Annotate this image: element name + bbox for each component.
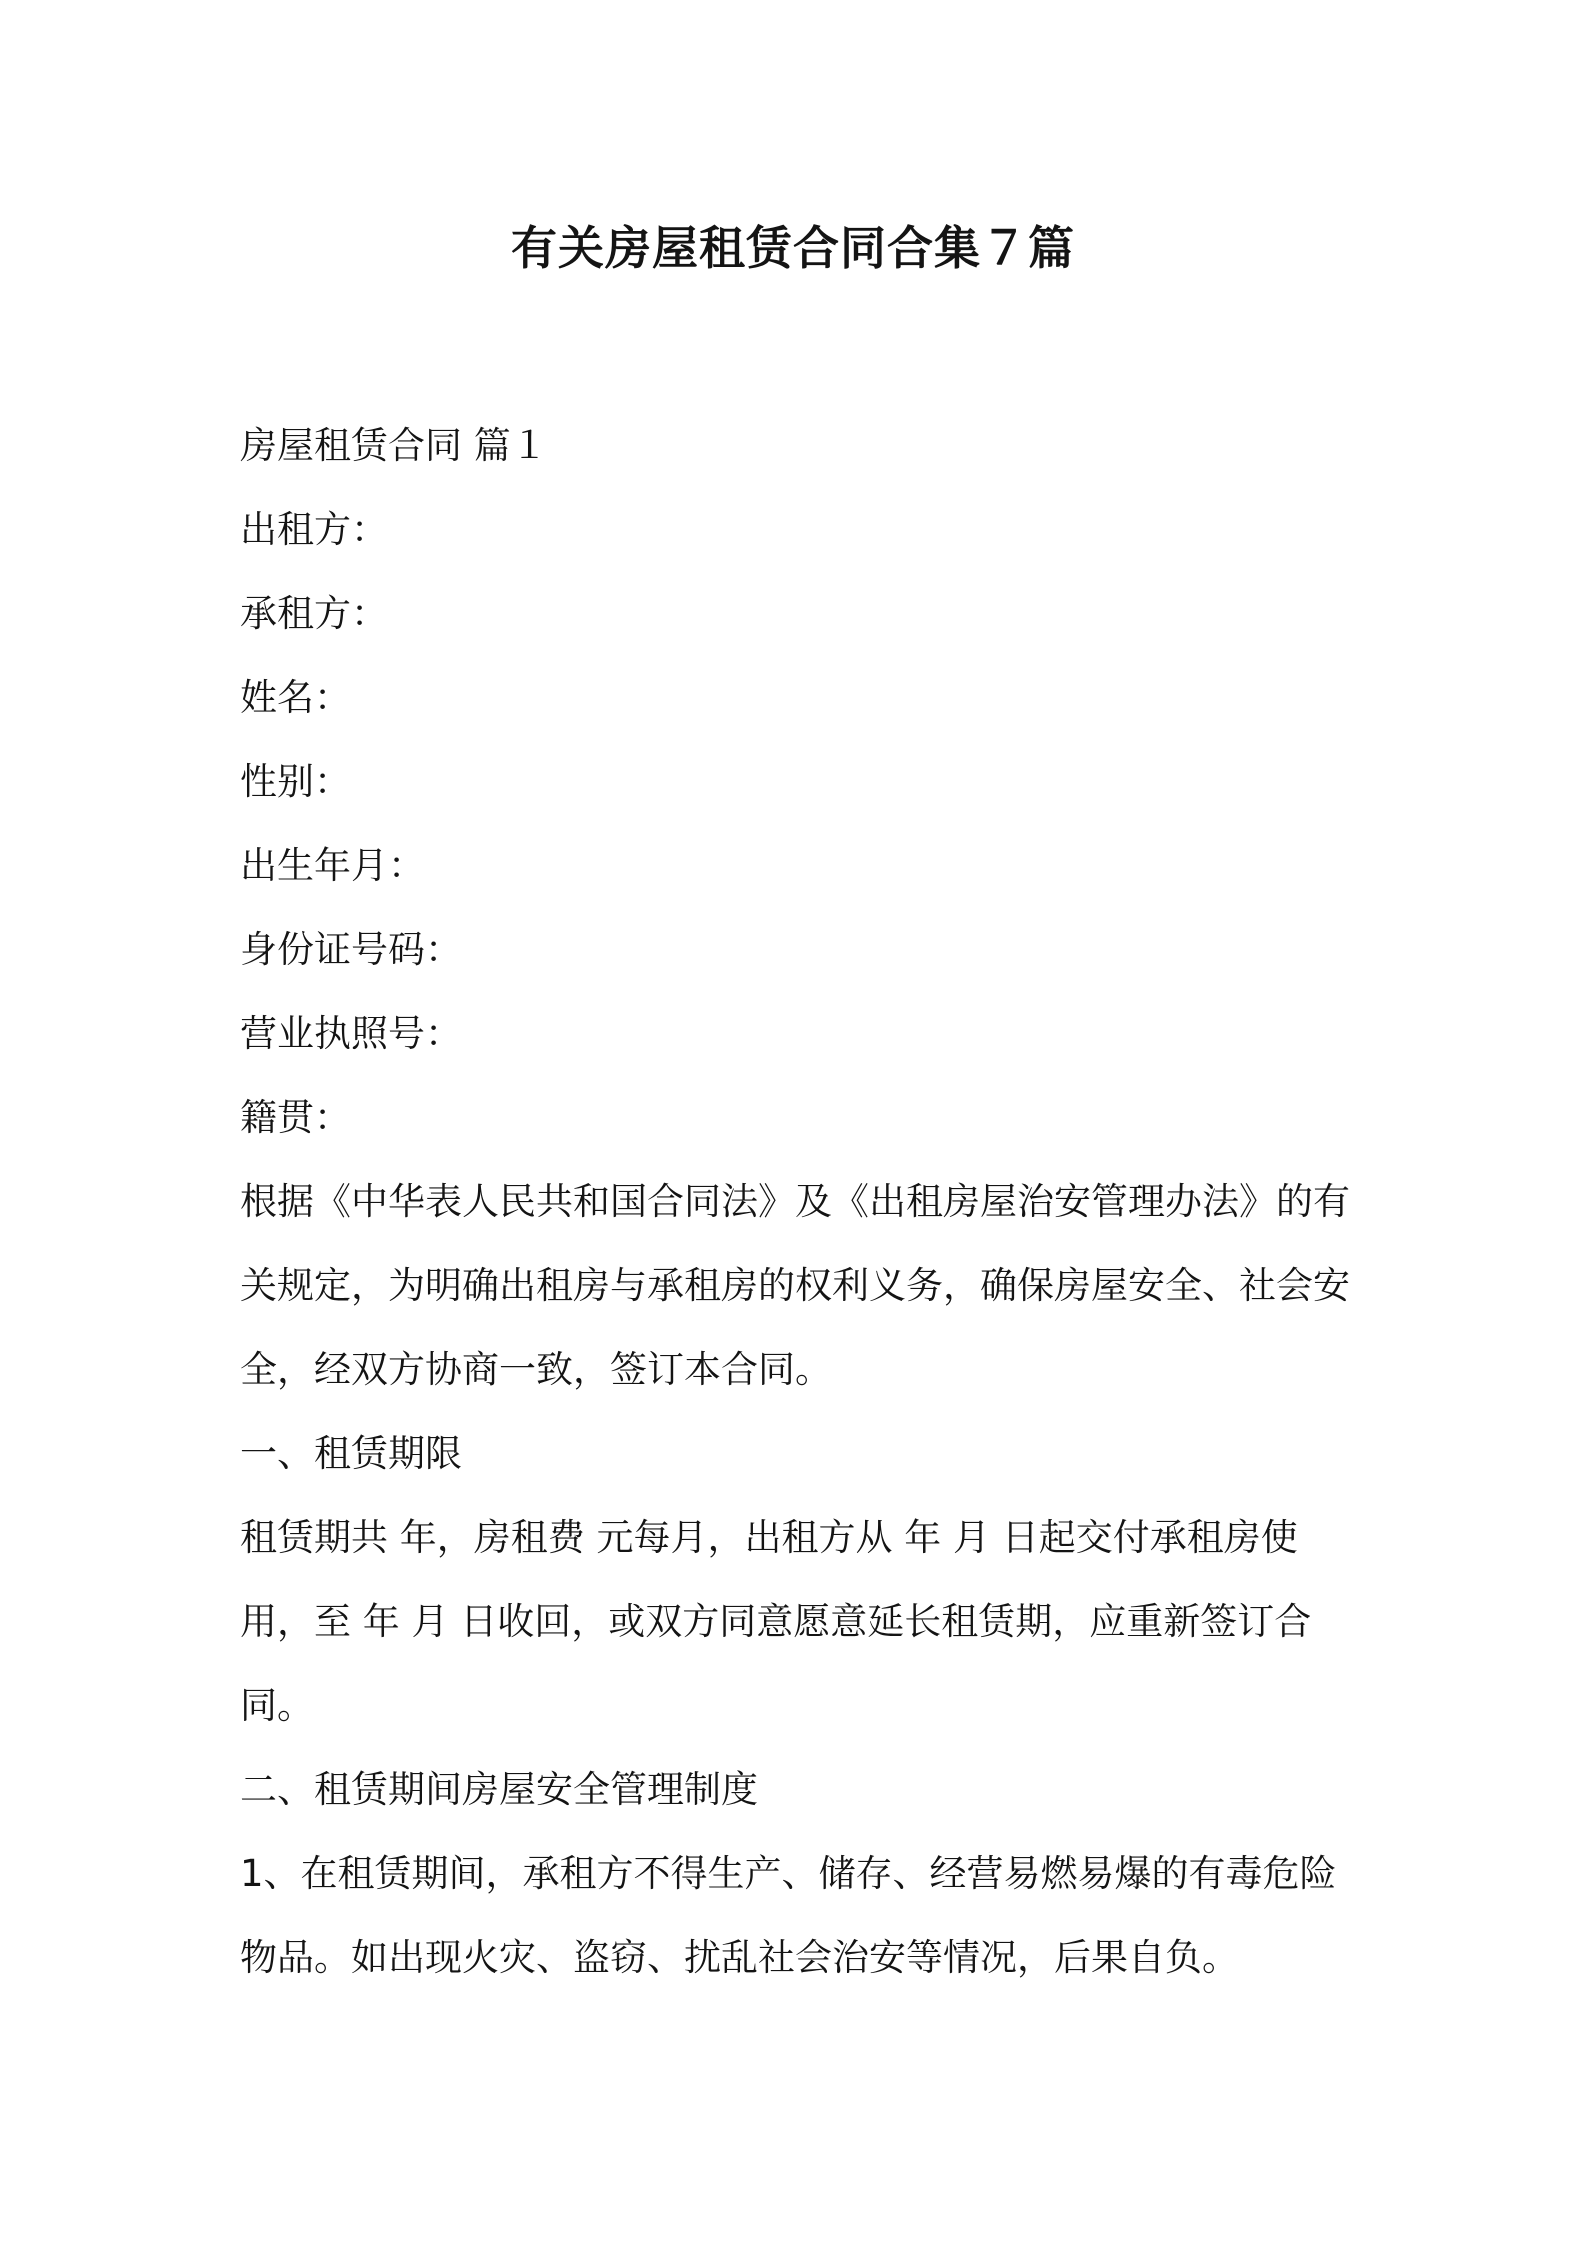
intro-paragraph: 根据《中华表人民共和国合同法》及《出租房屋治安管理办法》的有关规定，为明确出租房与承租房的权利义务，确保房屋安全、社会安全，经双方协商一致，签订本合同。 <box>240 1180 1350 1391</box>
name-field: 姓名： <box>240 676 351 719</box>
clause2-item1-paragraph: 1、在租赁期间，承租方不得生产、储存、经营易燃易爆的有毒危险物品。如出现火灾、盗窃、扰乱社会治安等情况，后果自负。 <box>240 1852 1337 1979</box>
clause1-paragraph: 租赁期共 年，房租费 元每月，出租方从 年 月 日起交付承租房使用，至 年 月 日收回，或双方同意愿意延长租赁期，应重新签订合同。 <box>240 1516 1312 1727</box>
gender-field: 性别： <box>240 760 351 803</box>
license-field: 营业执照号： <box>240 1012 462 1055</box>
clause2-heading: 二、租赁期间房屋安全管理制度 <box>240 1768 758 1811</box>
native-place-field: 籍贯： <box>240 1096 351 1139</box>
clause1-heading: 一、租赁期限 <box>240 1432 462 1475</box>
document-body <box>240 404 1360 2000</box>
lessor-field: 出租方： <box>240 508 388 551</box>
birth-field: 出生年月： <box>240 844 425 887</box>
section-heading: 房屋租赁合同 篇１ <box>240 424 548 467</box>
document-title: 有关房屋租赁合同合集７篇 <box>511 221 1075 275</box>
lessee-field: 承租方： <box>240 592 388 635</box>
id-number-field: 身份证号码： <box>240 928 462 971</box>
